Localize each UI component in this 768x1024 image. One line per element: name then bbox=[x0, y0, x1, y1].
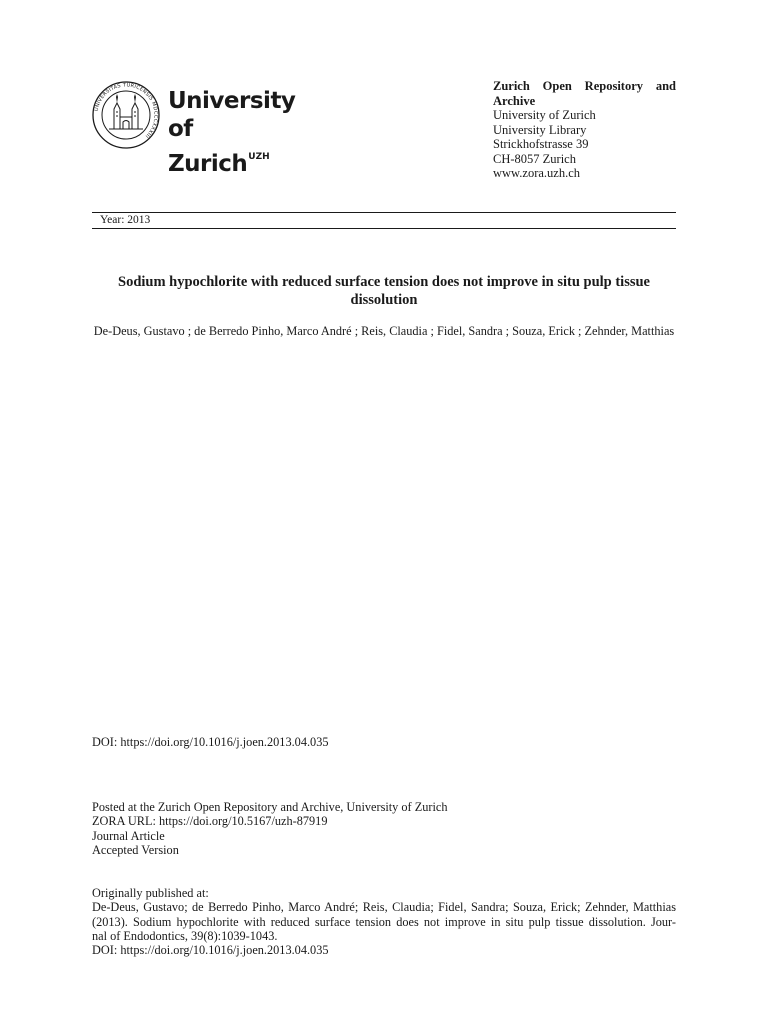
paper-title: Sodium hypochlorite with reduced surface tension does not improve in situ pulp tissue dissolution bbox=[118, 274, 650, 308]
citation-line: De-Deus, Gustavo; de Berredo Pinho, Marco André; Reis, Claudia; Fidel, Sandra; Souza, Erick; Zehnder, Matthias bbox=[92, 900, 676, 915]
top-divider bbox=[92, 212, 676, 213]
address-line: Strickhofstrasse 39 bbox=[493, 137, 589, 151]
version: Accepted Version bbox=[92, 842, 179, 857]
address-url: www.zora.uzh.ch bbox=[493, 166, 580, 180]
address-line: CH-8057 Zurich bbox=[493, 151, 576, 166]
publication-year: Year: 2013 bbox=[100, 214, 151, 226]
svg-text:UNIVERSITAS TURICENSIS MDCCCXX: UNIVERSITAS TURICENSIS MDCCCXXXIII bbox=[93, 82, 159, 140]
address-line: University of Zurich bbox=[493, 108, 596, 122]
posting-info bbox=[92, 800, 676, 857]
doi-line: DOI: https://doi.org/10.1016/j.joen.2013.04.035 bbox=[92, 735, 329, 749]
university-seal-icon bbox=[92, 81, 160, 149]
address-line: University Library bbox=[493, 122, 587, 137]
item-type: Journal Article bbox=[92, 828, 165, 843]
repository-name: Zurich Open Repository and Archive bbox=[493, 79, 676, 108]
citation-line: (2013). Sodium hypochlorite with reduced surface tension does not improve in situ pulp tissue dissolution. Jour- bbox=[92, 914, 676, 929]
paper-authors: De-Deus, Gustavo ; de Berredo Pinho, Marco André ; Reis, Claudia ; Fidel, Sandra ; Souza, Erick ; Zehnder, Matthias bbox=[93, 324, 675, 338]
university-wordmark: University of Zurich$^{UZH}$ bbox=[168, 88, 296, 177]
zora-url: ZORA URL: https://doi.org/10.5167/uzh-87919 bbox=[92, 814, 328, 829]
citation-doi: DOI: https://doi.org/10.1016/j.joen.2013.04.035 bbox=[92, 943, 329, 958]
original-publication bbox=[92, 886, 676, 957]
bottom-divider bbox=[92, 228, 676, 229]
university-logo bbox=[92, 81, 322, 177]
citation-line: nal of Endodontics, 39(8):1039-1043. bbox=[92, 928, 278, 943]
original-heading: Originally published at: bbox=[92, 886, 209, 900]
posted-at: Posted at the Zurich Open Repository and Archive, University of Zurich bbox=[92, 800, 448, 814]
repository-address bbox=[493, 79, 676, 181]
